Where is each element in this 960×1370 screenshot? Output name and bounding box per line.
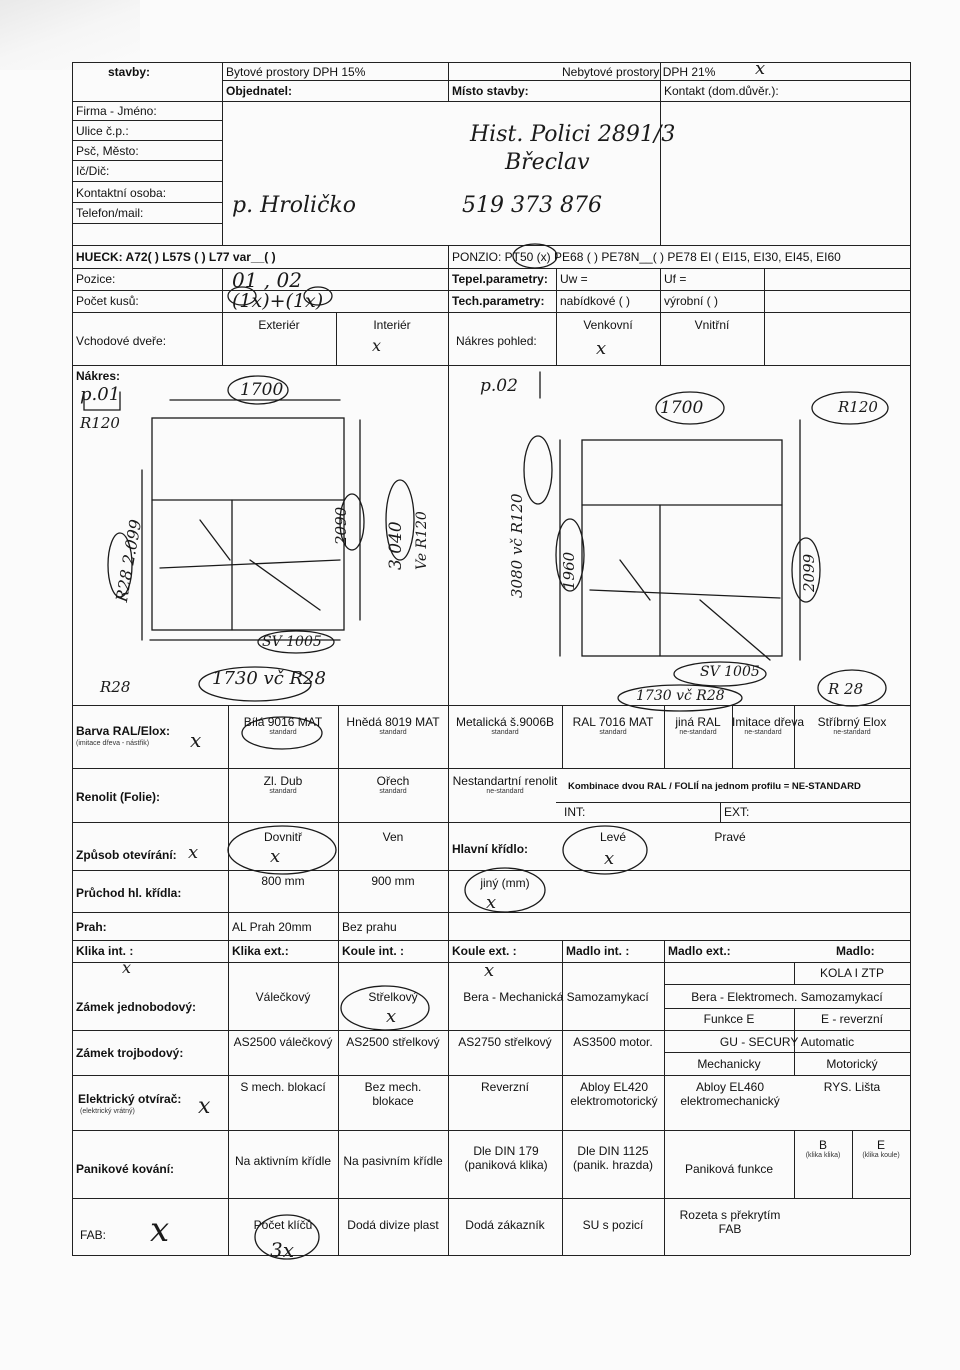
mm800-option[interactable]: 800 mm — [261, 874, 305, 888]
row-divider — [72, 940, 910, 941]
pozice-label: Pozice: — [76, 272, 116, 286]
nakres-pohled-label: Nákres pohled: — [456, 334, 537, 348]
s-mech-option[interactable]: S mech. blokací — [240, 1080, 326, 1094]
renolit-option-name: Ořech — [376, 774, 410, 788]
firma-label: Firma - Jméno: — [76, 104, 157, 118]
bera-el-option[interactable]: Bera - Elektromech. Samozamykací — [691, 990, 883, 1004]
na-pasiv-option[interactable]: Na pasivním křídle — [343, 1154, 443, 1168]
row-divider — [222, 80, 910, 81]
color-option-sub: standard — [491, 729, 519, 736]
left-height-1: 2090 — [332, 506, 350, 545]
stavby-label: stavby: — [108, 65, 151, 79]
barva-check-mark: x — [190, 728, 202, 752]
exterier-option[interactable]: Exteriér — [258, 318, 300, 332]
vchodove-label: Vchodové dveře: — [76, 334, 167, 348]
row-divider — [72, 181, 222, 182]
right-radius-label: R120 — [838, 398, 878, 416]
elektricky-sub-label: (elektrický vrátný) — [80, 1108, 135, 1115]
madlo-label: Madlo: — [836, 944, 875, 958]
col-divider — [660, 268, 661, 365]
venkovni-check-mark: x — [596, 338, 607, 359]
fab-check-mark: x — [150, 1210, 170, 1250]
int-field[interactable]: INT: — [564, 805, 586, 819]
mechanicky-option[interactable]: Mechanicky — [697, 1057, 761, 1071]
color-option-name: RAL 7016 MAT — [572, 715, 654, 729]
e-option-sub: (klika koule) — [862, 1152, 900, 1159]
b-option[interactable] — [794, 1138, 852, 1160]
col-divider — [448, 245, 449, 365]
row-divider — [72, 705, 910, 706]
al-prah-option[interactable]: AL Prah 20mm — [232, 920, 312, 934]
renolit-option-sub: standard — [269, 788, 297, 795]
col-divider — [222, 62, 223, 245]
handwritten-city: Břeclav — [505, 150, 590, 175]
color-option-name: Metalická š.9006B — [455, 715, 555, 729]
motoricky-option[interactable]: Motorický — [826, 1057, 878, 1071]
dovnitr-option[interactable]: Dovnitř — [263, 830, 302, 844]
pocet-klicu-field[interactable]: Počet klíčů — [253, 1218, 313, 1232]
klika-int-check-mark: x — [122, 958, 132, 977]
table-border — [910, 62, 911, 722]
ulice-label: Ulice č.p.: — [76, 124, 129, 138]
col-divider — [720, 802, 721, 822]
color-option-3[interactable] — [448, 715, 562, 737]
left-door-frame — [152, 418, 344, 630]
e-option-label: E — [876, 1138, 885, 1152]
leve-check-mark: x — [604, 848, 615, 869]
su-pozici-option[interactable]: SU s pozicí — [582, 1218, 644, 1232]
left-door-swing-line — [200, 520, 230, 560]
row-divider — [72, 290, 910, 291]
koule-ext-check-mark: x — [484, 960, 495, 981]
row-divider — [72, 1030, 910, 1031]
left-height-2: 3 040 — [386, 521, 406, 570]
table-border — [910, 705, 911, 1255]
col-divider — [556, 268, 557, 365]
right-door-mid-line — [590, 590, 780, 598]
renolit-option-sub: standard — [379, 788, 407, 795]
panikova-funkce-option[interactable]: Paniková funkce — [684, 1162, 774, 1176]
row-divider — [72, 312, 910, 313]
col-divider — [448, 62, 449, 102]
jiny-option[interactable]: jiný (mm) — [480, 876, 530, 890]
handwritten-street: Hist. Polici 2891/3 — [470, 122, 676, 147]
vat21-option[interactable]: Nebytové prostory DPH 21% — [562, 65, 716, 79]
right-width-dimension: 1700 — [660, 398, 704, 418]
as2500v-option[interactable]: AS2500 válečkový — [233, 1035, 333, 1049]
vyrobni-option[interactable]: výrobní ( ) — [664, 294, 719, 308]
left-door-mid-line — [160, 560, 340, 568]
color-option-name: Stříbrný Elox — [817, 715, 887, 729]
table-border — [72, 705, 73, 1255]
right-door-frame — [582, 440, 782, 656]
gu-secury-option[interactable]: GU - SECURY Automatic — [719, 1035, 855, 1049]
row-divider — [72, 1198, 910, 1199]
pruchod-label: Průchod hl. křídla: — [76, 886, 182, 900]
color-option-sub: ne-standard — [744, 729, 782, 736]
color-option-6[interactable] — [732, 715, 805, 737]
doda-divize-option[interactable]: Dodá divize plast — [347, 1218, 439, 1232]
row-divider — [72, 202, 222, 203]
color-option-name: jiná RAL — [675, 715, 721, 729]
bera-mech-option[interactable]: Bera - Mechanická Samozamykací — [463, 990, 649, 1004]
dovnitr-check-mark: x — [270, 846, 281, 867]
zamek-trojbodovy-label: Zámek trojbodový: — [76, 1046, 184, 1060]
left-width-dimension: 1700 — [240, 380, 284, 400]
left-sv-dimension: SV 1005 — [262, 634, 322, 650]
elektricky-label: Elektrický otvírač: — [78, 1092, 182, 1106]
right-height-circle — [524, 436, 552, 504]
e-reverzni-option[interactable]: E - reverzní — [820, 1012, 883, 1026]
as2500s-option[interactable]: AS2500 střelkový — [346, 1035, 440, 1049]
ponzio-options[interactable]: PONZIO: PT50 (x) PE68 ( ) PE78N__( ) PE78 EI ( EI15, EI30, EI45, EI60 — [452, 250, 841, 264]
color-option-1[interactable] — [228, 715, 338, 737]
color-option-name: Imitace dřeva — [732, 715, 805, 729]
renolit-option-sub: ne-standard — [486, 788, 524, 795]
left-side-dimension: R28 2.099 — [112, 517, 146, 604]
uw-field[interactable]: Uw = — [560, 272, 588, 286]
color-option-5[interactable] — [664, 715, 732, 737]
right-door-swing-line — [620, 560, 650, 600]
col-divider — [448, 365, 449, 705]
renolit-option-3[interactable] — [448, 774, 562, 796]
kombinace-note: Kombinace dvou RAL / FOLIÍ na jednom profilu = NE-STANDARD — [568, 781, 861, 792]
jiny-check-mark: x — [486, 892, 497, 913]
row-divider — [72, 822, 910, 823]
color-option-sub: standard — [599, 729, 627, 736]
color-option-name: Bílá 9016 MAT — [243, 715, 323, 729]
zpusob-label: Způsob otevírání: — [76, 848, 177, 862]
ext-field[interactable]: EXT: — [724, 805, 750, 819]
row-divider — [72, 268, 910, 269]
row-divider — [72, 101, 910, 102]
right-position-label: p.02 — [480, 376, 518, 396]
handwritten-key-count: 3x — [270, 1238, 295, 1262]
color-option-sub: standard — [269, 729, 297, 736]
row-divider — [72, 1130, 910, 1131]
color-option-sub: ne-standard — [833, 729, 871, 736]
col-divider — [222, 268, 223, 365]
renolit-option-name: Zl. Dub — [263, 774, 303, 788]
klika-ext-label: Klika ext.: — [232, 944, 289, 958]
zpusob-check-mark: x — [188, 842, 199, 863]
barva-label: Barva RAL/Elox: — [76, 724, 171, 738]
nabidkove-option[interactable]: nabídkové ( ) — [560, 294, 631, 308]
selected-jiny-circle — [465, 868, 545, 912]
madlo-ext-label: Madlo ext.: — [668, 944, 731, 958]
right-height-2: 1960 — [560, 551, 578, 590]
tepel-label: Tepel.parametry: — [452, 272, 548, 286]
kola-ztp-options[interactable]: KOLA I ZTP — [819, 966, 885, 980]
kontakt-label: Kontakt (dom.důvěr.): — [664, 84, 779, 98]
renolit-option-1[interactable] — [228, 774, 338, 796]
prah-label: Prah: — [76, 920, 107, 934]
mm900-option[interactable]: 900 mm — [371, 874, 415, 888]
klika-int-label: Klika int. : — [76, 944, 134, 958]
vat15-option[interactable]: Bytové prostory DPH 15% — [226, 65, 366, 79]
uf-field[interactable]: Uf = — [664, 272, 687, 286]
rys-lista-option[interactable]: RYS. Lišta — [823, 1080, 881, 1094]
zamek-jednobodovy-label: Zámek jednobodový: — [76, 1000, 197, 1014]
right-door-swing-line — [700, 600, 770, 660]
left-bottom-dimension: 1730 vč R28 — [212, 668, 326, 689]
left-radius-label: R120 — [80, 414, 120, 432]
color-option-2[interactable] — [338, 715, 448, 737]
left-position-label: p.01 — [80, 384, 121, 405]
right-sv-dimension: SV 1005 — [700, 664, 760, 680]
b-option-sub: (klika klika) — [805, 1152, 841, 1159]
ven-option[interactable]: Ven — [382, 830, 404, 844]
objednatel-label: Objednatel: — [226, 84, 293, 98]
e-option[interactable] — [852, 1138, 910, 1160]
vat21-check-mark: x — [755, 58, 766, 79]
col-divider — [660, 62, 661, 245]
col-divider — [794, 962, 795, 984]
left-height-3: Ve R120 — [414, 511, 430, 570]
vnitrni-option[interactable]: Vnitřní — [694, 318, 730, 332]
nakres-label: Nákres: — [76, 369, 121, 383]
row-divider — [664, 984, 910, 985]
bez-mech-option[interactable]: Bez mech. blokace — [364, 1080, 422, 1108]
renolit-option-name: Nestandartní renolit — [452, 774, 558, 788]
right-bottom-dimension: 1730 vč R28 — [636, 688, 725, 704]
handwritten-contact-person: p. Hroličko — [232, 193, 356, 218]
strelkovy-option[interactable]: Střelkový — [368, 990, 418, 1004]
row-divider — [664, 1008, 910, 1009]
koule-ext-label: Koule ext. : — [452, 944, 517, 958]
ic-label: Ič/Dič: — [76, 164, 110, 178]
tech-label: Tech.parametry: — [452, 294, 545, 308]
interier-check-mark: x — [372, 336, 382, 355]
valeckovy-option[interactable]: Válečkový — [255, 990, 311, 1004]
renolit-option-2[interactable] — [338, 774, 448, 796]
row-divider — [72, 245, 910, 246]
col-divider — [794, 1008, 795, 1030]
din179-option[interactable]: Dle DIN 179 (paniková klika) — [464, 1144, 548, 1172]
row-divider — [664, 1052, 910, 1053]
row-divider — [72, 870, 910, 871]
b-option-label: B — [818, 1138, 827, 1152]
prave-option[interactable]: Pravé — [714, 830, 746, 844]
madlo-int-label: Madlo int. : — [566, 944, 630, 958]
handwritten-pozice: 01 , 02 — [232, 268, 302, 292]
barva-sub-label: (imitace dřeva - nástřik) — [76, 740, 150, 747]
strelkovy-check-mark: x — [386, 1006, 397, 1027]
color-option-name: Hnědá 8019 MAT — [346, 715, 440, 729]
doda-zakaznik-option[interactable]: Dodá zákazník — [465, 1218, 545, 1232]
rozeta-option[interactable]: Rozeta s překrytím FAB — [679, 1208, 781, 1236]
leve-option[interactable]: Levé — [599, 830, 627, 844]
table-border — [72, 62, 73, 722]
row-divider — [664, 962, 910, 963]
col-divider — [664, 940, 665, 1255]
row-divider — [72, 140, 222, 141]
row-divider — [72, 160, 222, 161]
color-option-7[interactable] — [794, 715, 910, 737]
reverzni-option[interactable]: Reverzní — [480, 1080, 530, 1094]
elektricky-check-mark: x — [198, 1094, 211, 1119]
right-side-dimension: 2099 — [800, 553, 818, 592]
abloy420-option[interactable]: Abloy EL420 elektromotorický — [570, 1080, 658, 1108]
as2750-option[interactable]: AS2750 střelkový — [458, 1035, 552, 1049]
page-fold-shadow — [0, 0, 140, 70]
funkce-e-option[interactable]: Funkce E — [703, 1012, 755, 1026]
color-option-sub: ne-standard — [679, 729, 717, 736]
interier-option[interactable]: Interiér — [373, 318, 411, 332]
table-border — [72, 62, 910, 63]
hlavni-label: Hlavní křídlo: — [452, 842, 529, 856]
row-divider — [72, 768, 910, 769]
bez-prahu-option[interactable]: Bez prahu — [342, 920, 397, 934]
left-door-swing-line — [250, 560, 320, 610]
right-height-1: 3080 vč R120 — [508, 493, 526, 598]
color-option-sub: standard — [379, 729, 407, 736]
panikove-label: Panikové kování: — [76, 1162, 175, 1176]
psc-label: Psč, Město: — [76, 144, 139, 158]
kontaktni-osoba-label: Kontaktní osoba: — [76, 186, 167, 200]
fab-label: FAB: — [80, 1228, 107, 1242]
na-aktiv-option[interactable]: Na aktivním křídle — [234, 1154, 332, 1168]
row-divider — [72, 120, 222, 121]
venkovni-option[interactable]: Venkovní — [583, 318, 633, 332]
row-divider — [556, 802, 910, 803]
handwritten-pocet: (1x)+(1x) — [232, 290, 324, 312]
col-divider — [764, 268, 765, 365]
koule-int-label: Koule int. : — [342, 944, 404, 958]
telefon-label: Telefon/mail: — [76, 206, 144, 220]
col-divider — [562, 940, 563, 1255]
handwritten-phone: 519 373 876 — [462, 193, 602, 218]
left-r28-label: R28 — [100, 678, 131, 696]
row-divider — [72, 223, 222, 224]
renolit-label: Renolit (Folie): — [76, 790, 160, 804]
row-divider — [72, 365, 910, 366]
misto-stavby-label: Místo stavby: — [452, 84, 529, 98]
as3500-option[interactable]: AS3500 motor. — [573, 1035, 653, 1049]
row-divider — [72, 1255, 910, 1256]
abloy460-option[interactable]: Abloy EL460 elektromechanický — [680, 1080, 780, 1108]
color-option-4[interactable] — [562, 715, 664, 737]
row-divider — [72, 1075, 910, 1076]
hueck-options[interactable]: HUECK: A72( ) L57S ( ) L77 var__( ) — [76, 250, 276, 264]
right-r28-label: R 28 — [828, 680, 864, 698]
din1125-option[interactable]: Dle DIN 1125 (panik. hrazda) — [572, 1144, 654, 1172]
pocet-label: Počet kusů: — [76, 294, 139, 308]
